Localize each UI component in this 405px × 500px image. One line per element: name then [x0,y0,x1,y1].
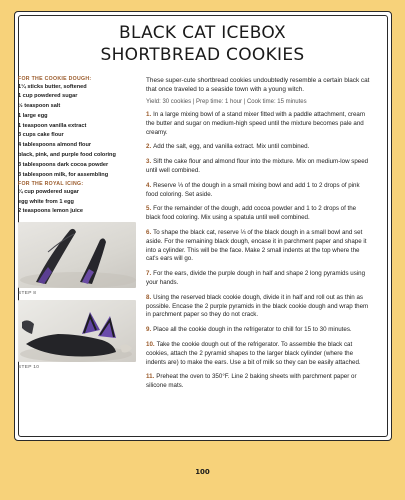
instruction-step [146,326,372,335]
ingredients-column [18,76,140,370]
ingredient-item: 1 teaspoon vanilla extract [18,122,87,129]
ingredient-item: 2 teaspoons lemon juice [18,208,83,215]
page-number: 100 [195,468,210,476]
step-8-caption: STEP 8 [18,290,37,296]
step-number: 11. [146,373,155,381]
ingredient-item: egg white from 1 egg [18,198,74,205]
recipe-title [0,22,405,66]
instruction-step [146,158,372,176]
step-text: For the remainder of the dough, add cocoa powder and 1 to 2 drops of the black food coloring. Mix using a spatula until well combined. [146,205,357,222]
step-10-photo [18,300,136,362]
instructions-column [146,76,372,397]
instruction-step [146,182,372,200]
step-text: Take the cookie dough out of the refrigerator. To assemble the black cat cookies, attach the 2 pyramid shapes to the larger black cylinder (where the indents are) to make the ears. Use a bit of milk so they can be easily attached. [146,340,361,366]
step-text: To shape the black cat, reserve ⅓ of the black dough in a small bowl and set aside. For the remaining black dough, encase it in parchment paper and shape it into a cylinder. This will be the face. Make 2 small indents at the top where the cat's ears will go. [146,228,367,263]
step-number: 1. [146,111,152,118]
ingredient-item: ¼ cup powdered sugar [18,188,79,195]
ingredient-item: 1 large egg [18,112,48,119]
step-text: Preheat the oven to 350°F. Line 2 baking sheets with parchment paper or silicone mats. [146,373,357,390]
ingredient-item: black, pink, and purple food coloring [18,151,116,158]
cookie-dough-heading: FOR THE COOKIE DOUGH: [18,76,92,82]
ingredient-item: ½ teaspoon salt [18,103,61,110]
step-8-photo [18,222,136,288]
ingredient-item: 4 tablespoons almond flour [18,142,92,149]
instruction-step [146,294,372,320]
recipe-meta: Yield: 30 cookies | Prep time: 1 hour | Cook time: 15 minutes [146,99,307,105]
step-text: For the ears, divide the purple dough in half and shape 2 long pyramids using your hands. [146,270,366,286]
step-text: Using the reserved black cookie dough, divide it in half and roll out as thin as possible. Encase the 2 purple pyramids in the black cookie dough and wrap them in parchment paper so they do not crack. [146,293,369,319]
dough-logs-illustration [18,222,136,288]
ingredient-item: 1¼ sticks butter, softened [18,83,87,90]
instruction-step [146,205,372,223]
ingredient-item: 3 cups cake flour [18,132,64,139]
step-number: 2. [146,143,152,151]
cat-cylinder-illustration [18,300,136,362]
step-number: 4. [146,181,152,189]
ingredient-item: 3 tablespoons dark cocoa powder [18,161,109,168]
instruction-step [146,111,372,137]
step-text: Reserve ⅓ of the dough in a small mixing bowl and add 1 to 2 drops of pink food coloring. Set aside. [146,181,360,198]
title-line-2: SHORTBREAD COOKIES [100,45,305,65]
step-number: 10. [146,340,155,348]
step-text: Add the salt, egg, and vanilla extract. Mix until combined. [153,143,310,151]
step-text: Place all the cookie dough in the refrigerator to chill for 15 to 30 minutes. [153,326,352,334]
step-number: 7. [146,270,152,278]
step-number: 8. [146,293,152,301]
step-number: 5. [146,205,152,213]
step-number: 6. [146,228,152,236]
step-text: Sift the cake flour and almond flour into the mixture. Mix on medium-low speed until well combined. [146,158,369,174]
ingredient-item: 1 cup powdered sugar [18,93,78,100]
instruction-step [146,270,372,288]
royal-icing-heading: FOR THE ROYAL ICING: [18,181,84,188]
ingredient-item: 3 tablespoon milk, for assembling [18,171,109,178]
instruction-step [146,373,372,391]
step-text: In a large mixing bowl of a stand mixer fitted with a paddle attachment, cream the butter and sugar on medium-high speed until the mixture becomes pale and creamy. [146,111,366,136]
instruction-step [146,229,372,264]
step-number: 9. [146,326,152,334]
instruction-step [146,341,372,367]
recipe-intro: These super-cute shortbread cookies undoubtedly resemble a certain black cat that once traveled to a seaside town with a young witch. [146,77,370,93]
step-number: 3. [146,158,152,166]
title-line-1: BLACK CAT ICEBOX [119,23,286,43]
instruction-step [146,143,372,152]
step-10-caption: STEP 10 [18,364,40,370]
